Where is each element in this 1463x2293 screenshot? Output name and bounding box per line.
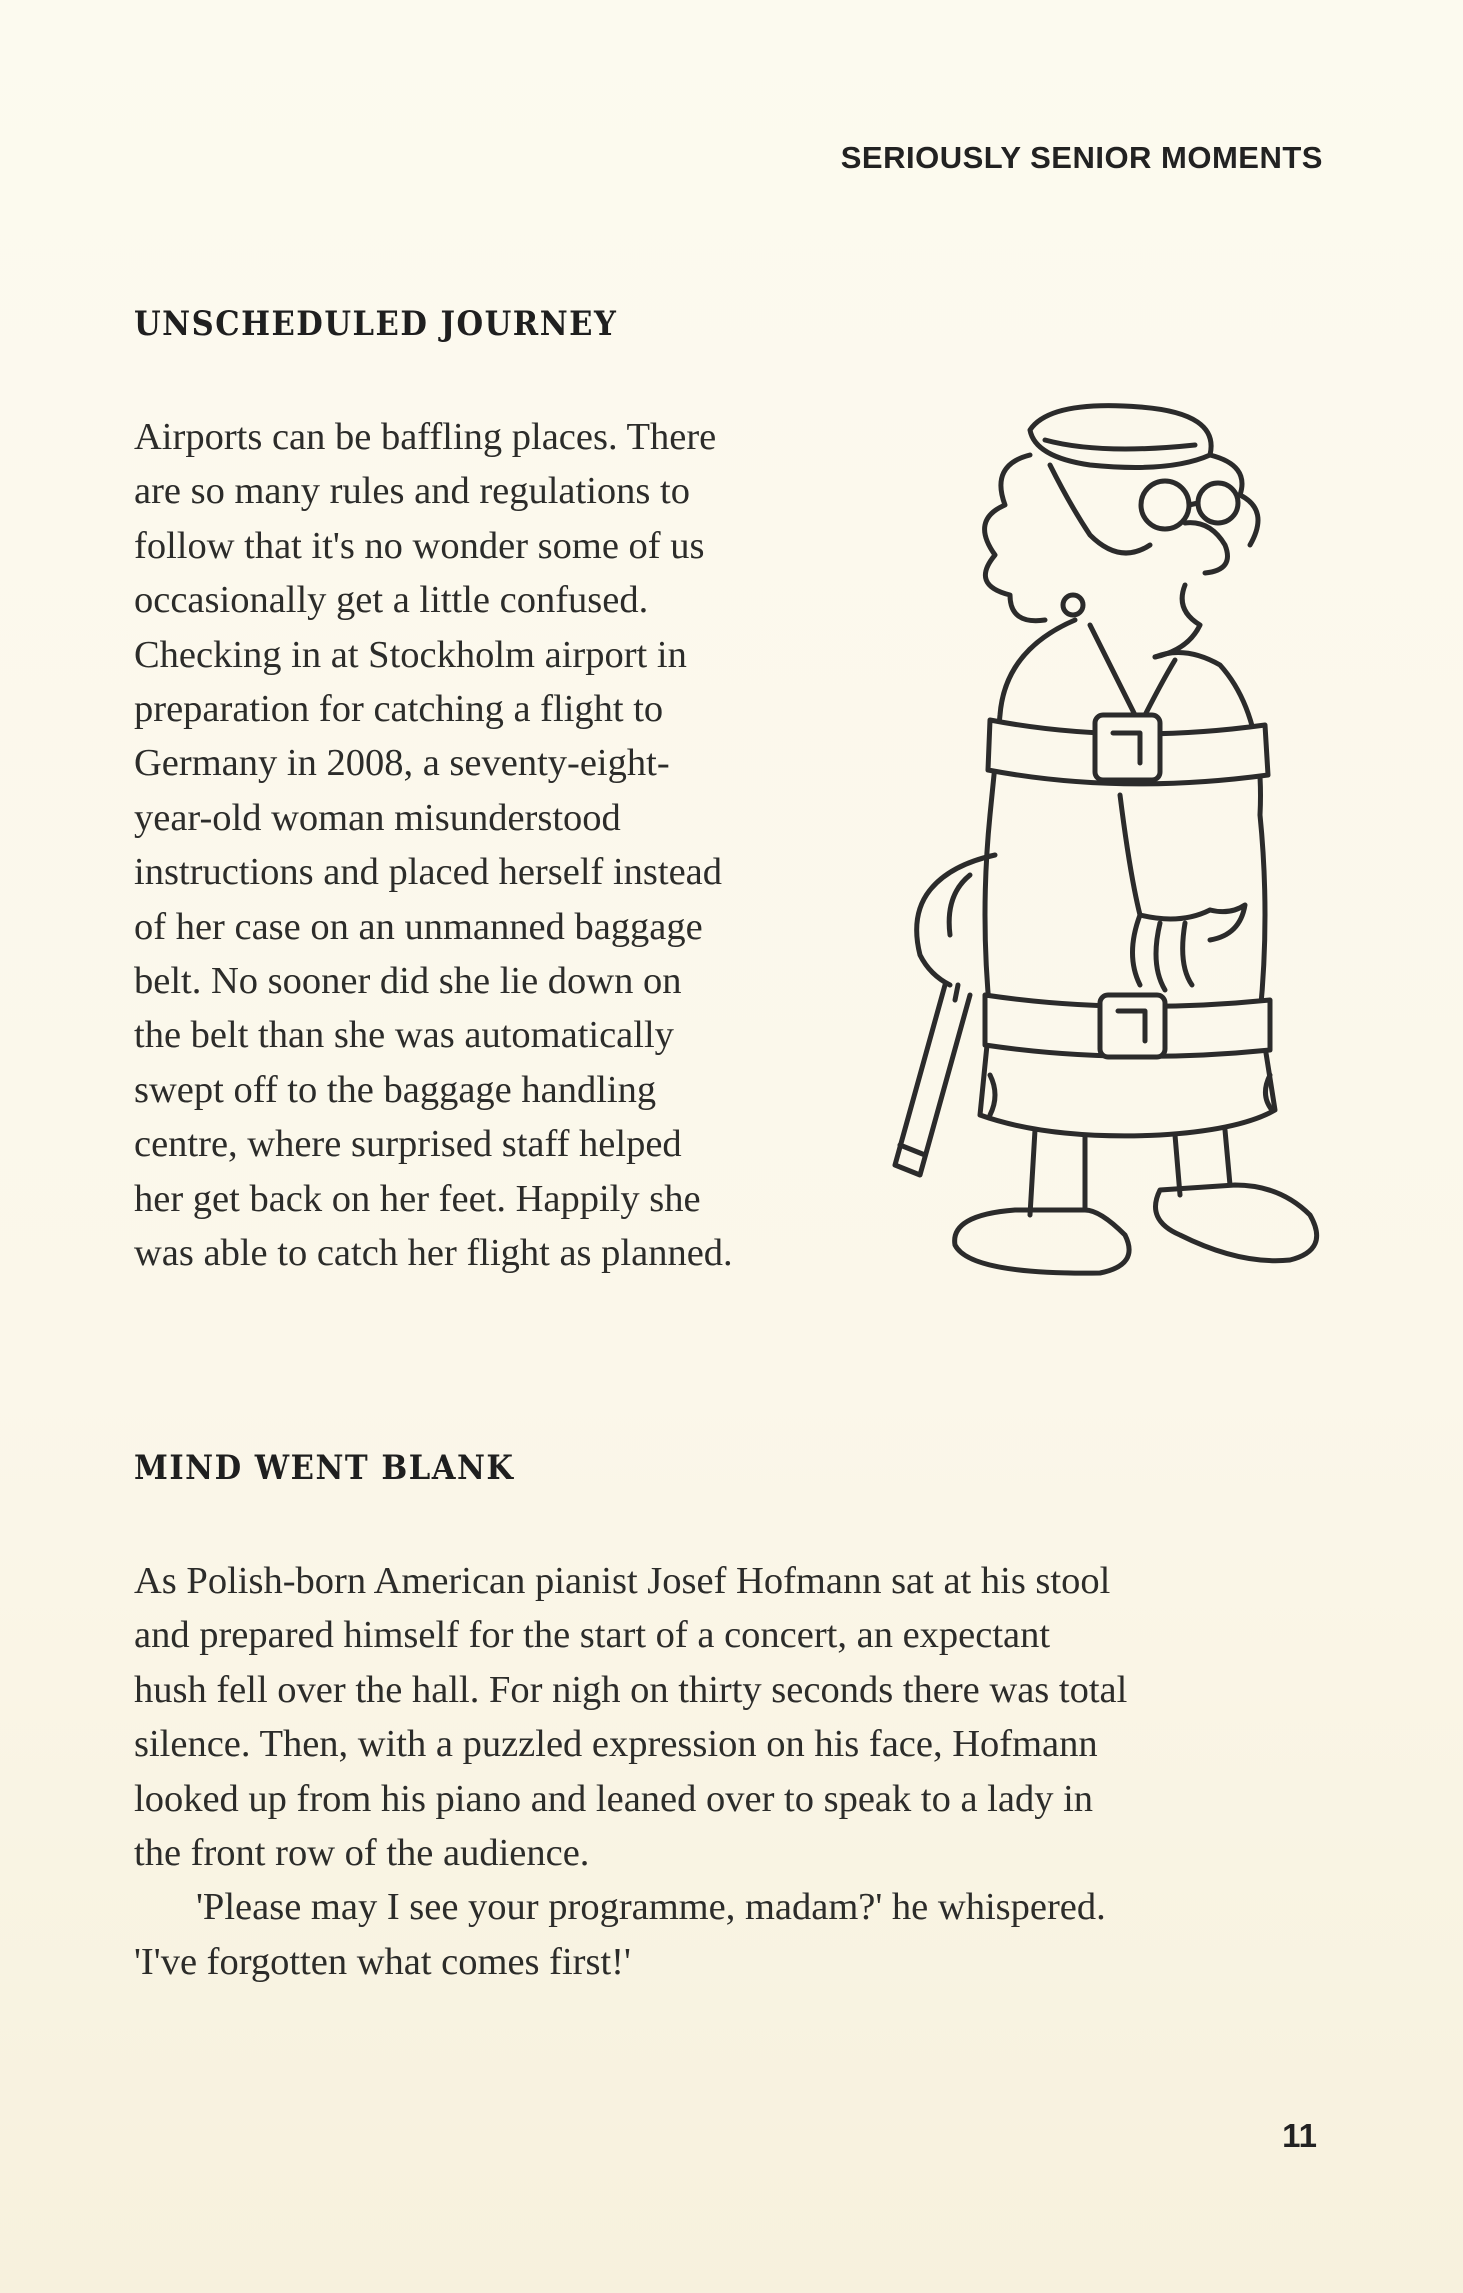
- text-line: Checking in at Stockholm airport in: [134, 633, 687, 676]
- text-line: follow that it's no wonder some of us: [134, 524, 705, 567]
- text-line: swept off to the baggage handling: [134, 1068, 657, 1111]
- section-heading-unscheduled-journey: UNSCHEDULED JOURNEY: [134, 304, 618, 344]
- text-line: Airports can be baffling places. There: [134, 416, 717, 458]
- text-line: was able to catch her flight as planned.: [134, 1232, 733, 1275]
- story-mind-went-blank: [134, 1554, 1127, 1989]
- text-line: preparation for catching a flight to: [134, 688, 664, 731]
- elderly-woman-with-luggage-strap-icon: [840, 395, 1380, 1295]
- text-line: her get back on her feet. Happily she: [134, 1177, 701, 1220]
- text-line: instructions and placed herself instead: [134, 851, 723, 894]
- text-line: Germany in 2008, a seventy-eight-: [134, 742, 670, 785]
- text-line: silence. Then, with a puzzled expression on his face, Hofmann: [134, 1723, 1098, 1766]
- story-unscheduled-journey: [134, 410, 733, 1281]
- text-line: centre, where surprised staff helped: [134, 1123, 682, 1166]
- text-line: the front row of the audience.: [134, 1832, 590, 1875]
- text-line: As Polish-born American pianist Josef Hofmann sat at his stool: [134, 1560, 1111, 1602]
- text-line: occasionally get a little confused.: [134, 579, 649, 622]
- text-line: belt. No sooner did she lie down on: [134, 960, 682, 1003]
- text-line: 'I've forgotten what comes first!': [134, 1940, 631, 1983]
- running-head: SERIOUSLY SENIOR MOMENTS: [840, 140, 1323, 175]
- section-heading-mind-went-blank: MIND WENT BLANK: [134, 1448, 515, 1488]
- text-line: 'Please may I see your programme, madam?' he whispered.: [196, 1886, 1106, 1929]
- text-line: year-old woman misunderstood: [134, 796, 621, 839]
- text-line: hush fell over the hall. For nigh on thirty seconds there was total: [134, 1668, 1128, 1711]
- text-line: the belt than she was automatically: [134, 1014, 674, 1057]
- page-number: 11: [1282, 2117, 1317, 2154]
- text-line: and prepared himself for the start of a concert, an expectant: [134, 1614, 1051, 1657]
- text-line: are so many rules and regulations to: [134, 470, 690, 513]
- text-line: looked up from his piano and leaned over to speak to a lady in: [134, 1777, 1094, 1820]
- text-line: of her case on an unmanned baggage: [134, 905, 703, 948]
